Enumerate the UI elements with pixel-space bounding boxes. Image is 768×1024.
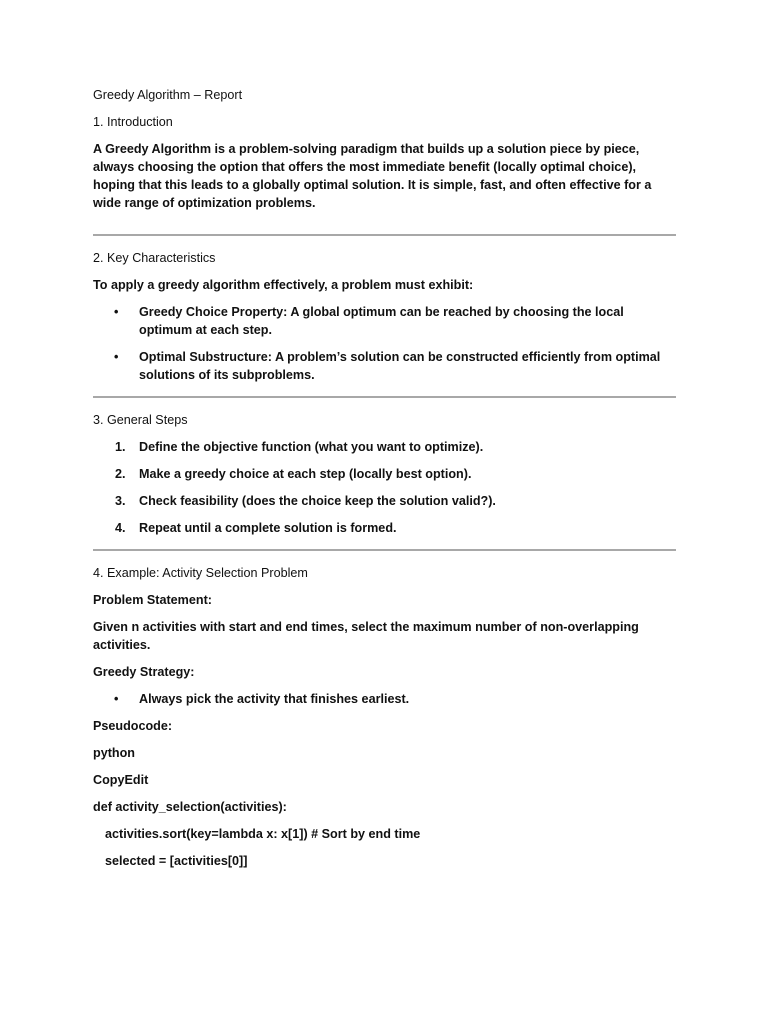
- section-heading-general-steps: 3. General Steps: [93, 413, 188, 427]
- list-item-text: Optimal Substructure: A problem’s solution can be constructed efficiently from optimal solutions of its subproblems.: [139, 350, 661, 382]
- strategy-list: [93, 690, 676, 708]
- list-item: [93, 690, 676, 708]
- code-line: selected = [activities[0]]: [105, 854, 248, 868]
- bullet-icon: •: [114, 350, 119, 364]
- list-item: [93, 348, 676, 384]
- characteristics-lead: To apply a greedy algorithm effectively, a problem must exhibit:: [93, 278, 474, 292]
- copy-edit-label: CopyEdit: [93, 773, 149, 787]
- list-item: [93, 519, 676, 537]
- problem-statement-text: Given n activities with start and end times, select the maximum number of non-overlapping activities.: [93, 620, 639, 652]
- problem-statement-label: Problem Statement:: [93, 593, 212, 607]
- introduction-paragraph: A Greedy Algorithm is a problem-solving paradigm that builds up a solution piece by piece, always choosing the option that offers the most immediate benefit (locally optimal choice), hoping that this leads to a globally optimal solution. It is simple, fast, and often effective for a wide range of optimization problems.: [93, 142, 652, 210]
- section-divider: [93, 396, 676, 398]
- list-item-text: Greedy Choice Property: A global optimum can be reached by choosing the local optimum at each step.: [139, 305, 624, 337]
- document-title: Greedy Algorithm – Report: [93, 88, 243, 102]
- step-number: 3.: [115, 494, 126, 508]
- characteristics-list: [93, 303, 676, 384]
- section-heading-key-characteristics: 2. Key Characteristics: [93, 251, 216, 265]
- step-text: Define the objective function (what you want to optimize).: [139, 440, 484, 454]
- section-heading-introduction: 1. Introduction: [93, 115, 173, 129]
- step-number: 4.: [115, 521, 126, 535]
- code-line: def activity_selection(activities):: [93, 800, 287, 814]
- general-steps-list: [93, 438, 676, 537]
- list-item: [93, 438, 676, 456]
- section-divider: [93, 234, 676, 236]
- step-text: Repeat until a complete solution is formed.: [139, 521, 397, 535]
- section-heading-example: 4. Example: Activity Selection Problem: [93, 566, 308, 580]
- step-number: 1.: [115, 440, 126, 454]
- bullet-icon: •: [114, 305, 119, 319]
- list-item: [93, 465, 676, 483]
- step-number: 2.: [115, 467, 126, 481]
- step-text: Make a greedy choice at each step (locally best option).: [139, 467, 472, 481]
- pseudocode-label: Pseudocode:: [93, 719, 173, 733]
- bullet-icon: •: [114, 692, 119, 706]
- document-page: [93, 86, 676, 879]
- code-language-label: python: [93, 746, 135, 760]
- list-item: [93, 303, 676, 339]
- step-text: Check feasibility (does the choice keep the solution valid?).: [139, 494, 496, 508]
- greedy-strategy-label: Greedy Strategy:: [93, 665, 195, 679]
- list-item: [93, 492, 676, 510]
- section-divider: [93, 549, 676, 551]
- code-line: activities.sort(key=lambda x: x[1]) # Sort by end time: [105, 827, 421, 841]
- list-item-text: Always pick the activity that finishes earliest.: [139, 692, 410, 706]
